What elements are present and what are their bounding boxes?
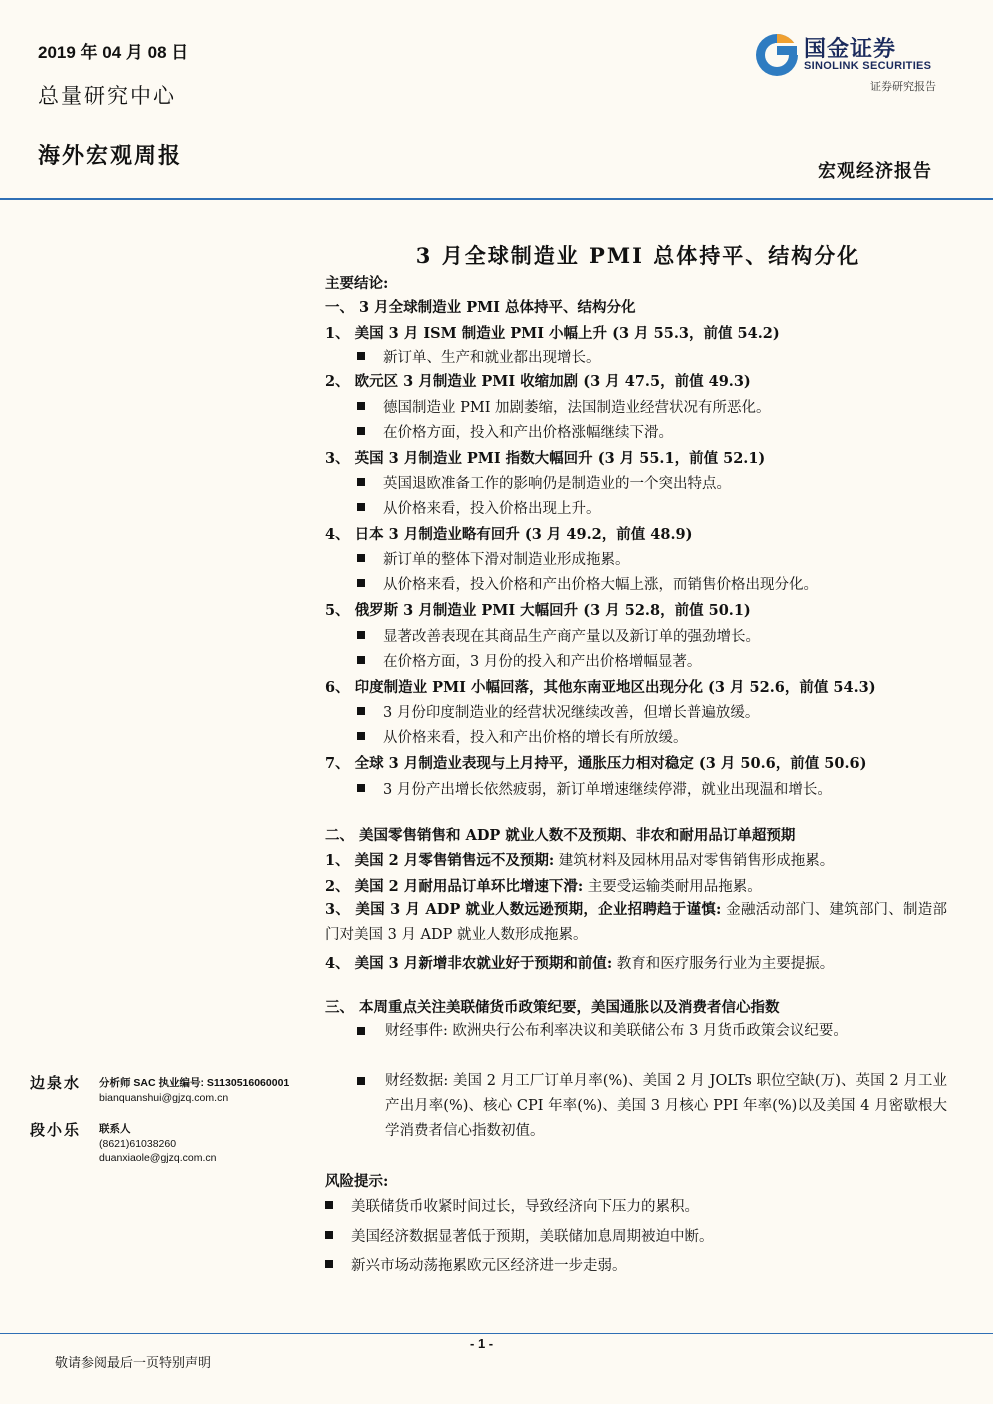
report-date: 2019 年 04 月 08 日 — [38, 43, 189, 62]
report-series: 海外宏观周报 — [38, 143, 183, 169]
analyst-info: 分析师 SAC 执业编号: S1130516060001 bianquanshui@gjzq.com.cn — [99, 1077, 290, 1104]
bullet-icon — [357, 352, 365, 360]
bullet-icon — [357, 732, 365, 740]
risk-item: 新兴市场动荡拖累欧元区经济进一步走弱。 — [325, 1254, 627, 1275]
section-2-item: 1、 美国 2 月零售销售远不及预期: 建筑材料及园林用品对零售销售形成拖累。 — [325, 852, 835, 869]
item-5-head: 5、 俄罗斯 3 月制造业 PMI 大幅回升 (3 月 52.8，前值 50.1) — [325, 602, 751, 619]
list-item: 财经数据: 美国 2 月工厂订单月率(%)、美国 2 月 JOLTs 职位空缺(万)、英国 2 月工业产出月率(%)、核心 CPI 年率(%)、美国 3 月核心 PPI 年率(%)以及美国 4 月密歇根大学消费者信心指数初值。 — [357, 1069, 947, 1144]
bullet-icon — [325, 1260, 333, 1268]
list-item: 新订单的整体下滑对制造业形成拖累。 — [357, 548, 630, 569]
bullet-icon — [357, 579, 365, 587]
analyst-card — [30, 1072, 81, 1093]
section-2-item: 2、 美国 2 月耐用品订单环比增速下滑: 主要受运输类耐用品拖累。 — [325, 878, 762, 895]
bullet-icon — [325, 1201, 333, 1209]
list-item: 新订单、生产和就业都出现增长。 — [357, 346, 601, 367]
bullet-icon — [357, 707, 365, 715]
analyst-info: 联系人 (8621)61038260 duanxiaole@gjzq.com.cn — [99, 1123, 217, 1164]
logo-cn-text: 国金证券 — [804, 36, 897, 61]
page-number: - 1 - — [470, 1336, 494, 1351]
bullet-icon — [357, 1027, 365, 1035]
footer-divider — [0, 1333, 993, 1334]
item-4-head: 4、 日本 3 月制造业略有回升 (3 月 49.2，前值 48.9) — [325, 526, 693, 543]
disclaimer: 敬请参阅最后一页特别声明 — [55, 1356, 212, 1371]
research-center: 总量研究中心 — [38, 84, 176, 108]
section-2-item: 4、 美国 3 月新增非农就业好于预期和前值: 教育和医疗服务行业为主要提振。 — [325, 955, 835, 972]
list-item: 3 月份印度制造业的经营状况继续改善，但增长普遍放缓。 — [357, 701, 759, 722]
logo-en-text: SINOLINK SECURITIES — [804, 60, 932, 72]
summary-heading: 主要结论: — [325, 275, 389, 292]
bullet-icon — [357, 427, 365, 435]
analyst-name: 段小乐 — [30, 1121, 82, 1139]
list-item: 在价格方面，投入和产出价格涨幅继续下滑。 — [357, 421, 673, 442]
risk-item: 美联储货币收紧时间过长，导致经济向下压力的累积。 — [325, 1195, 699, 1216]
section-2-title: 二、 美国零售销售和 ADP 就业人数不及预期、非农和耐用品订单超预期 — [325, 827, 796, 844]
bullet-icon — [357, 402, 365, 410]
section-1-title: 一、 3 月全球制造业 PMI 总体持平、结构分化 — [325, 299, 636, 316]
item-7-head: 7、 全球 3 月制造业表现与上月持平，通胀压力相对稳定 (3 月 50.6，前值 50.6) — [325, 755, 867, 772]
list-item: 英国退欧准备工作的影响仍是制造业的一个突出特点。 — [357, 472, 731, 493]
list-item: 显著改善表现在其商品生产商产量以及新订单的强劲增长。 — [357, 625, 760, 646]
list-item: 德国制造业 PMI 加剧萎缩，法国制造业经营状况有所恶化。 — [357, 396, 771, 417]
bullet-icon — [357, 478, 365, 486]
risk-item: 美国经济数据显著低于预期，美联储加息周期被迫中断。 — [325, 1225, 714, 1246]
list-item: 在价格方面，3 月份的投入和产出价格增幅显著。 — [357, 650, 701, 671]
bullet-icon — [357, 784, 365, 792]
company-logo — [752, 30, 947, 80]
logo-subtitle: 证券研究报告 — [870, 80, 936, 93]
header-divider — [0, 198, 993, 200]
item-6-head: 6、 印度制造业 PMI 小幅回落，其他东南亚地区出现分化 (3 月 52.6，前值 54.3) — [325, 679, 876, 696]
list-item: 从价格来看，投入和产出价格的增长有所放缓。 — [357, 726, 688, 747]
list-item: 财经事件: 欧洲央行公布利率决议和美联储公布 3 月货币政策会议纪要。 — [357, 1019, 947, 1044]
bullet-icon — [357, 503, 365, 511]
item-3-head: 3、 英国 3 月制造业 PMI 指数大幅回升 (3 月 55.1，前值 52.1) — [325, 450, 766, 467]
list-item: 从价格来看，投入价格出现上升。 — [357, 497, 601, 518]
bullet-icon — [325, 1231, 333, 1239]
section-3-title: 三、 本周重点关注美联储货币政策纪要，美国通胀以及消费者信心指数 — [325, 999, 780, 1016]
bullet-icon — [357, 1077, 365, 1085]
list-item: 3 月份产出增长依然疲弱，新订单增速继续停滞，就业出现温和增长。 — [357, 778, 832, 799]
report-title: 3 月全球制造业 PMI 总体持平、结构分化 — [415, 243, 861, 268]
bullet-icon — [357, 631, 365, 639]
item-1-head: 1、 美国 3 月 ISM 制造业 PMI 小幅上升 (3 月 55.3，前值 54.2) — [325, 325, 780, 342]
analyst-name: 边泉水 — [30, 1074, 82, 1092]
report-type: 宏观经济报告 — [818, 161, 932, 182]
list-item: 从价格来看，投入价格和产出价格大幅上涨，而销售价格出现分化。 — [357, 573, 818, 594]
bullet-icon — [357, 656, 365, 664]
risk-title: 风险提示: — [325, 1173, 389, 1190]
item-2-head: 2、 欧元区 3 月制造业 PMI 收缩加剧 (3 月 47.5，前值 49.3) — [325, 373, 751, 390]
bullet-icon — [357, 554, 365, 562]
section-2-item: 3、 美国 3 月 ADP 就业人数远逊预期，企业招聘趋于谨慎: 金融活动部门、建筑部门、制造部门对美国 3 月 ADP 就业人数形成拖累。 — [325, 901, 947, 943]
analyst-card — [30, 1119, 81, 1140]
sinolink-logo-icon — [754, 32, 800, 78]
